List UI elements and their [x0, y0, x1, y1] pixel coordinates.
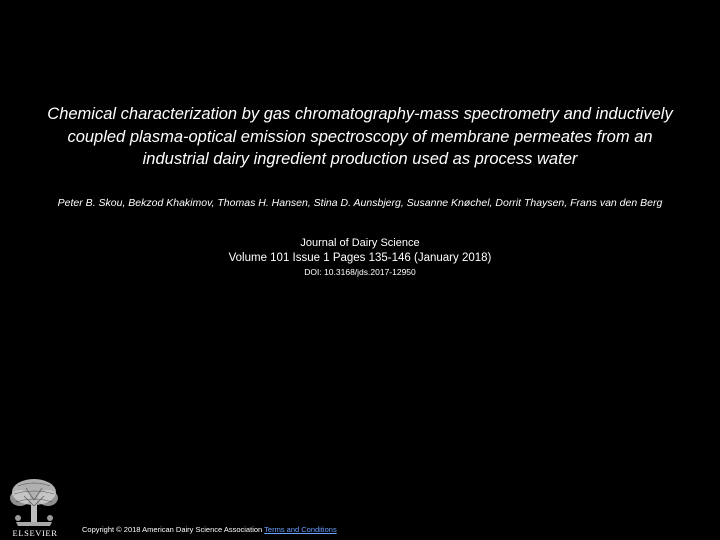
- copyright-footer: [82, 525, 337, 535]
- terms-and-conditions-link[interactable]: Terms and Conditions: [264, 525, 337, 534]
- journal-info: [160, 236, 560, 278]
- title-line-1: Chemical characterization by gas chromatography-mass spectrometry and inductively: [47, 105, 673, 123]
- title-line-2: coupled plasma-optical emission spectroscopy of membrane permeates from an: [67, 127, 653, 146]
- journal-volume: Volume 101 Issue 1 Pages 135-146 (January 2018): [228, 252, 492, 264]
- publisher-logo-text: ELSEVIER: [12, 528, 58, 538]
- article-title: [30, 103, 690, 171]
- author-list: Peter B. Skou, Bekzod Khakimov, Thomas H. Hansen, Stina D. Aunsbjerg, Susanne Knøchel, Dorrit Thaysen, Frans van den Berg: [57, 197, 663, 209]
- journal-doi: DOI: 10.3168/jds.2017-12950: [304, 267, 416, 277]
- title-line-3: industrial dairy ingredient production used as process water: [142, 150, 578, 168]
- copyright-text: Copyright © 2018 American Dairy Science Association: [82, 525, 263, 534]
- journal-name: Journal of Dairy Science: [300, 237, 420, 249]
